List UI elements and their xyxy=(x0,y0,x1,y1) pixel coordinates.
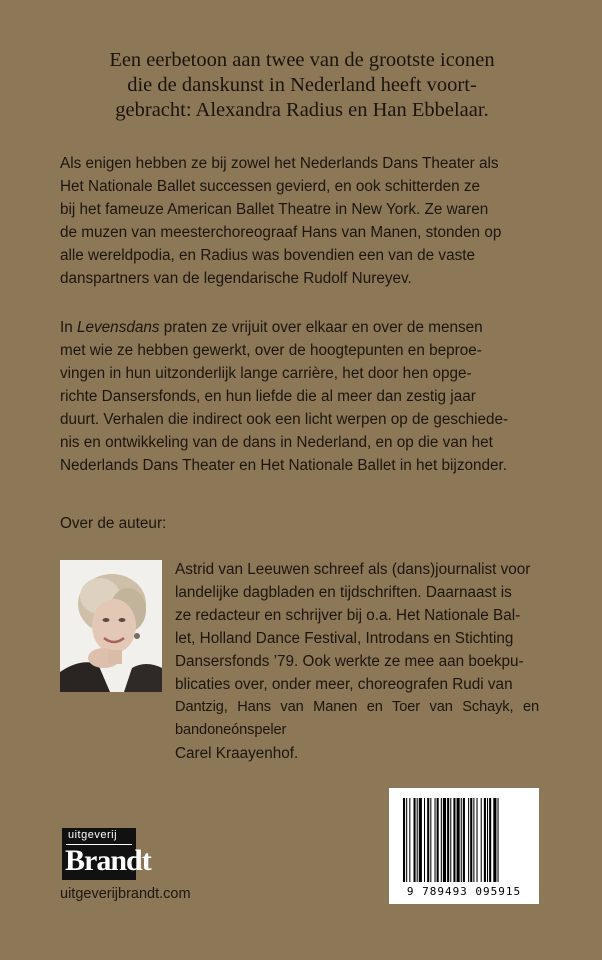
barcode-bar xyxy=(443,798,446,882)
barcode-bar xyxy=(493,798,496,882)
intro-line: gebracht: Alexandra Radius en Han Ebbelaar. xyxy=(115,99,489,121)
text-line: bij het fameuze American Ballet Theatre in New York. Ze waren xyxy=(60,201,489,218)
text-line: Astrid van Leeuwen schreef als (dans)journalist voor xyxy=(175,561,531,578)
barcode-bar xyxy=(403,798,405,882)
barcode-bar xyxy=(427,798,429,882)
text-line: met wie ze hebben gewerkt, over de hoogtepunten en beproe- xyxy=(60,342,482,359)
barcode-bar xyxy=(417,798,418,882)
text-line: ze redacteur en schrijver bij o.a. Het Nationale Bal- xyxy=(175,607,521,624)
text-line: de muzen van meesterchoreograaf Hans van Manen, stonden op xyxy=(60,224,502,241)
barcode-bar xyxy=(470,798,472,882)
text-line: danspartners van de legendarische Rudolf Nureyev. xyxy=(60,270,412,287)
barcode-bar xyxy=(457,798,460,882)
text-line: Dansersfonds ’79. Ook werkte ze mee aan boekpu- xyxy=(175,653,524,670)
text-line: duurt. Verhalen die indirect ook een licht werpen op de geschiede- xyxy=(60,411,509,428)
logo-small-text: uitgeverij xyxy=(68,829,118,841)
author-bio xyxy=(175,558,539,765)
barcode-bar xyxy=(453,798,455,882)
text-line: Het Nationale Ballet successen gevierd, en ook schitterden ze xyxy=(60,178,481,195)
author-portrait-image xyxy=(60,560,162,692)
publisher-url: uitgeverijbrandt.com xyxy=(60,886,191,902)
isbn-number: 9 789493 095915 xyxy=(406,885,522,898)
barcode-bar xyxy=(487,798,488,882)
barcode-bar xyxy=(463,798,465,882)
barcode-bar xyxy=(498,798,499,882)
text-line: Dantzig, Hans van Manen en Toer van Schayk, en bandoneónspeler xyxy=(175,699,539,738)
text-line: landelijke dagbladen en tijdschriften. Daarnaast is xyxy=(175,584,512,601)
isbn-barcode xyxy=(389,788,539,904)
barcode-bar xyxy=(419,798,422,882)
text-line: richte Dansersfonds, en hun liefde die al meer dan zestig jaar xyxy=(60,388,476,405)
barcode-bar xyxy=(414,798,416,882)
barcode-bar xyxy=(409,798,410,882)
barcode-bar xyxy=(406,798,407,882)
barcode-bar xyxy=(437,798,439,882)
barcode-bar xyxy=(477,798,478,882)
intro-line: Een eerbetoon aan twee van de grootste iconen xyxy=(109,49,495,71)
barcode-bar xyxy=(473,798,474,882)
text-line: nis en ontwikkeling van de dans in Nederland, en op die van het xyxy=(60,434,493,451)
text-line: Als enigen hebben ze bij zowel het Nederlands Dans Theater als xyxy=(60,155,499,172)
barcode-bar xyxy=(450,798,451,882)
author-heading: Over de auteur: xyxy=(60,515,167,532)
intro-heading xyxy=(52,48,552,123)
intro-line: die de danskunst in Nederland heeft voort- xyxy=(127,74,477,96)
text-line: Nederlands Dans Theater en Het Nationale Ballet in het bijzonder. xyxy=(60,457,508,474)
publisher-logo xyxy=(62,828,151,880)
text-fragment: In xyxy=(60,319,78,336)
book-title: Levensdans xyxy=(77,319,160,336)
barcode-bar xyxy=(441,798,442,882)
text-line: Carel Kraayenhof. xyxy=(175,745,299,762)
text-line xyxy=(60,316,538,339)
barcode-bar xyxy=(484,798,486,882)
barcode-bar xyxy=(447,798,449,882)
barcode-bar xyxy=(430,798,431,882)
barcode-bar xyxy=(489,798,491,882)
barcode-bar xyxy=(468,798,469,882)
text-line: vingen in hun uitzonderlijk lange carrière, het door hen opge- xyxy=(60,365,472,382)
author-photo xyxy=(60,560,162,692)
text-line: alle wereldpodia, en Radius was bovendien een van de vaste xyxy=(60,247,475,264)
logo-name: Brandt xyxy=(65,844,151,877)
barcode-bar xyxy=(424,798,425,882)
text-fragment: praten ze vrijuit over elkaar en over de mensen xyxy=(159,319,483,336)
text-line: let, Holland Dance Festival, Introdans en Stichting xyxy=(175,630,514,647)
paragraph-levensdans xyxy=(60,316,538,477)
barcode-bar xyxy=(435,798,436,882)
barcode-bar xyxy=(481,798,482,882)
paragraph-careers xyxy=(60,152,538,290)
text-line: blicaties over, onder meer, choreografen Rudi van xyxy=(175,676,513,693)
barcode-bar xyxy=(461,798,462,882)
